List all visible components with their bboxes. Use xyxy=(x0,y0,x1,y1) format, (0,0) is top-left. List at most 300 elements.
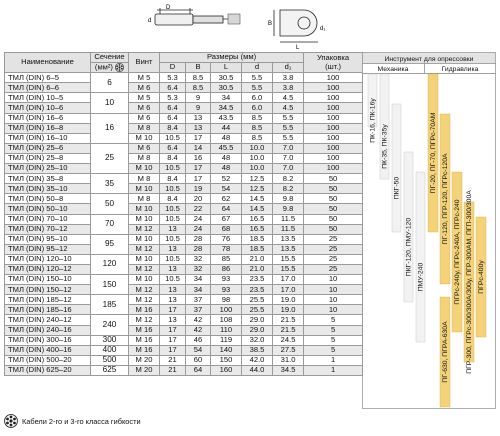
cell-dim-d1: 13.5 xyxy=(273,244,304,254)
cell-screw: M 10 xyxy=(129,275,160,285)
cell-dim-B: 34 xyxy=(186,285,211,295)
cell-dim-d1: 3.8 xyxy=(273,73,304,83)
cell-dim-L: 110 xyxy=(211,325,242,335)
cell-dim-d1: 7.0 xyxy=(273,164,304,174)
hydraulics-tool-label: ПГРс-240у, ПГРс-240А, ПГРс-240 xyxy=(454,199,461,305)
cell-dim-L: 76 xyxy=(211,234,242,244)
cell-dim-D: 10.5 xyxy=(160,254,186,264)
cell-dim-L: 30.5 xyxy=(211,73,242,83)
cell-screw: M 10 xyxy=(129,133,160,143)
label-B: B xyxy=(268,21,273,27)
table-row xyxy=(5,194,363,204)
mechanics-tool-label: ПКГ-50 xyxy=(393,176,401,200)
cell-name: ТМЛ (DIN) 70–12 xyxy=(5,224,91,234)
cell-pack: 10 xyxy=(304,305,363,315)
cell-dim-B: 17 xyxy=(186,174,211,184)
label-D: D xyxy=(166,5,171,11)
table-row xyxy=(5,365,363,375)
table-row xyxy=(5,113,363,123)
lug-diagram xyxy=(0,0,500,52)
table-row xyxy=(5,123,363,133)
cell-screw: M 10 xyxy=(129,234,160,244)
cell-dim-d1: 21.5 xyxy=(273,315,304,325)
cell-screw: M 16 xyxy=(129,335,160,345)
cell-screw: M 6 xyxy=(129,113,160,123)
cell-dim-D: 10.5 xyxy=(160,164,186,174)
cell-dim-D: 10.5 xyxy=(160,204,186,214)
cell-dim-B: 54 xyxy=(186,345,211,355)
table-row xyxy=(5,83,363,93)
hydraulics-tool-label: ПГ-630, ПГРА-630А xyxy=(442,321,449,383)
cell-dim-d1: 5.5 xyxy=(273,123,304,133)
cell-section: 625 xyxy=(91,365,129,375)
cell-screw: M 8 xyxy=(129,194,160,204)
cell-pack: 25 xyxy=(304,254,363,264)
cell-dim-B: 32 xyxy=(186,264,211,274)
table-row xyxy=(5,355,363,365)
cell-dim-d: 8.5 xyxy=(242,133,273,143)
cell-dim-d1: 8.2 xyxy=(273,174,304,184)
spec-body xyxy=(5,73,363,376)
cell-screw: M 5 xyxy=(129,93,160,103)
cell-pack: 100 xyxy=(304,133,363,143)
cell-dim-d1: 7.0 xyxy=(273,153,304,163)
cell-dim-d1: 27.5 xyxy=(273,345,304,355)
cell-dim-L: 78 xyxy=(211,244,242,254)
cell-dim-D: 13 xyxy=(160,264,186,274)
cell-name: ТМЛ (DIN) 25–8 xyxy=(5,153,91,163)
cell-dim-d: 14.5 xyxy=(242,204,273,214)
cell-dim-B: 17 xyxy=(186,133,211,143)
cell-pack: 50 xyxy=(304,174,363,184)
cell-dim-d: 21.0 xyxy=(242,254,273,264)
table-row xyxy=(5,285,363,295)
cell-name: ТМЛ (DIN) 10–5 xyxy=(5,93,91,103)
header-dim-d: d xyxy=(242,63,273,73)
hydraulics-tool-label: ПГРс-400у xyxy=(478,260,485,294)
cell-screw: M 12 xyxy=(129,224,160,234)
cell-dim-B: 34 xyxy=(186,275,211,285)
header-dim-d1: d₁ xyxy=(273,63,304,73)
cell-dim-d1: 4.5 xyxy=(273,93,304,103)
cell-dim-d: 8.5 xyxy=(242,113,273,123)
cell-dim-D: 6.4 xyxy=(160,113,186,123)
tools-title: Инструмент для опрессовки xyxy=(384,56,474,63)
cell-name: ТМЛ (DIN) 10–6 xyxy=(5,103,91,113)
cell-pack: 100 xyxy=(304,73,363,83)
cell-dim-L: 52 xyxy=(211,174,242,184)
lug-top-view xyxy=(274,10,318,42)
cell-dim-d: 6.0 xyxy=(242,93,273,103)
cell-dim-d1: 8.2 xyxy=(273,184,304,194)
cell-dim-d: 14.5 xyxy=(242,194,273,204)
cell-dim-D: 6.4 xyxy=(160,143,186,153)
mechanics-label: Механика xyxy=(377,66,409,73)
table-row xyxy=(5,315,363,325)
cell-dim-B: 19 xyxy=(186,184,211,194)
cell-dim-D: 13 xyxy=(160,285,186,295)
table-row xyxy=(5,153,363,163)
cell-dim-B: 14 xyxy=(186,143,211,153)
cell-pack: 25 xyxy=(304,264,363,274)
cell-dim-D: 21 xyxy=(160,355,186,365)
cell-screw: M 16 xyxy=(129,305,160,315)
cell-name: ТМЛ (DIN) 120–10 xyxy=(5,254,91,264)
cell-name: ТМЛ (DIN) 25–6 xyxy=(5,143,91,153)
cell-section: 25 xyxy=(91,143,129,173)
cell-name: ТМЛ (DIN) 35–10 xyxy=(5,184,91,194)
cell-name: ТМЛ (DIN) 95–12 xyxy=(5,244,91,254)
cell-dim-L: 68 xyxy=(211,224,242,234)
table-row xyxy=(5,254,363,264)
cell-dim-L: 150 xyxy=(211,355,242,365)
table-row xyxy=(5,234,363,244)
cell-dim-B: 64 xyxy=(186,365,211,375)
cell-dim-d: 16.5 xyxy=(242,224,273,234)
cell-dim-B: 16 xyxy=(186,153,211,163)
cell-pack: 100 xyxy=(304,113,363,123)
cell-dim-d: 5.5 xyxy=(242,83,273,93)
table-row xyxy=(5,275,363,285)
cell-name: ТМЛ (DIN) 400–16 xyxy=(5,345,91,355)
cell-dim-D: 10.5 xyxy=(160,275,186,285)
cell-name: ТМЛ (DIN) 35–8 xyxy=(5,174,91,184)
cell-name: ТМЛ (DIN) 95–10 xyxy=(5,234,91,244)
cell-dim-L: 64 xyxy=(211,204,242,214)
cell-dim-d1: 3.8 xyxy=(273,83,304,93)
table-row xyxy=(5,295,363,305)
cell-pack: 10 xyxy=(304,285,363,295)
cell-name: ТМЛ (DIN) 70–10 xyxy=(5,214,91,224)
cell-dim-L: 93 xyxy=(211,285,242,295)
cell-screw: M 5 xyxy=(129,73,160,83)
cell-dim-d: 6.0 xyxy=(242,103,273,113)
cell-dim-L: 98 xyxy=(211,295,242,305)
cell-name: ТМЛ (DIN) 50–8 xyxy=(5,194,91,204)
cell-dim-L: 62 xyxy=(211,194,242,204)
header-dim-L: L xyxy=(211,63,242,73)
header-pack xyxy=(304,53,363,73)
cell-dim-d: 10.0 xyxy=(242,153,273,163)
cell-dim-B: 24 xyxy=(186,224,211,234)
cell-section: 150 xyxy=(91,275,129,295)
cell-dim-B: 13 xyxy=(186,113,211,123)
cell-pack: 25 xyxy=(304,244,363,254)
tools-panel xyxy=(362,52,496,409)
cell-dim-d: 38.5 xyxy=(242,345,273,355)
cell-dim-D: 6.4 xyxy=(160,103,186,113)
cell-pack: 100 xyxy=(304,164,363,174)
cell-screw: M 12 xyxy=(129,295,160,305)
cell-dim-D: 17 xyxy=(160,335,186,345)
cell-dim-L: 100 xyxy=(211,305,242,315)
cell-dim-D: 8.4 xyxy=(160,153,186,163)
cell-section: 120 xyxy=(91,254,129,274)
cell-dim-d: 18.5 xyxy=(242,234,273,244)
cable-strands-icon xyxy=(115,63,124,72)
cell-dim-d: 10.0 xyxy=(242,143,273,153)
cell-pack: 100 xyxy=(304,153,363,163)
mechanics-tool-bar xyxy=(392,104,401,232)
cell-dim-B: 28 xyxy=(186,244,211,254)
cell-section: 10 xyxy=(91,93,129,113)
cell-dim-d1: 11.5 xyxy=(273,214,304,224)
cell-screw: M 12 xyxy=(129,285,160,295)
mechanics-tool-label: ПКГ-120, ПМУ-120 xyxy=(405,217,413,277)
table-row xyxy=(5,73,363,83)
table-row xyxy=(5,325,363,335)
cell-dim-d1: 9.8 xyxy=(273,194,304,204)
table-row xyxy=(5,335,363,345)
table-row xyxy=(5,133,363,143)
cell-name: ТМЛ (DIN) 120–12 xyxy=(5,264,91,274)
table-row xyxy=(5,264,363,274)
cell-dim-L: 140 xyxy=(211,345,242,355)
cell-dim-D: 5.3 xyxy=(160,93,186,103)
cell-dim-L: 48 xyxy=(211,164,242,174)
header-dim-B: B xyxy=(186,63,211,73)
cell-dim-L: 44 xyxy=(211,123,242,133)
cell-screw: M 12 xyxy=(129,264,160,274)
cell-pack: 100 xyxy=(304,103,363,113)
cell-name: ТМЛ (DIN) 50–10 xyxy=(5,204,91,214)
cell-dim-L: 108 xyxy=(211,315,242,325)
cell-name: ТМЛ (DIN) 16–8 xyxy=(5,123,91,133)
cell-dim-B: 37 xyxy=(186,305,211,315)
cell-dim-d1: 24.5 xyxy=(273,335,304,345)
cell-dim-D: 13 xyxy=(160,244,186,254)
table-row xyxy=(5,143,363,153)
cell-dim-d: 5.5 xyxy=(242,73,273,83)
cell-dim-D: 21 xyxy=(160,365,186,375)
cell-dim-L: 160 xyxy=(211,365,242,375)
hydraulics-label: Гидравлика xyxy=(441,66,479,73)
cell-dim-d: 32.0 xyxy=(242,335,273,345)
cell-dim-d1: 11.5 xyxy=(273,224,304,234)
cell-pack: 5 xyxy=(304,345,363,355)
cable-strands-icon xyxy=(4,414,18,428)
cell-dim-D: 8.4 xyxy=(160,123,186,133)
cell-pack: 50 xyxy=(304,184,363,194)
cell-section: 240 xyxy=(91,315,129,335)
cell-dim-D: 5.3 xyxy=(160,73,186,83)
mechanics-tool-bar xyxy=(416,172,425,342)
cell-dim-d: 42.0 xyxy=(242,355,273,365)
cell-dim-d: 25.5 xyxy=(242,295,273,305)
cell-dim-B: 28 xyxy=(186,234,211,244)
cell-dim-d: 29.0 xyxy=(242,315,273,325)
cell-screw: M 10 xyxy=(129,184,160,194)
label-L: L xyxy=(296,45,300,51)
cell-dim-d1: 17.0 xyxy=(273,285,304,295)
cell-dim-d1: 7.0 xyxy=(273,143,304,153)
cell-screw: M 10 xyxy=(129,164,160,174)
cell-dim-B: 24 xyxy=(186,214,211,224)
cell-dim-B: 60 xyxy=(186,355,211,365)
cell-dim-D: 8.4 xyxy=(160,194,186,204)
cell-dim-d: 16.5 xyxy=(242,214,273,224)
cell-dim-D: 17 xyxy=(160,345,186,355)
cell-name: ТМЛ (DIN) 240–12 xyxy=(5,315,91,325)
cell-dim-D: 13 xyxy=(160,315,186,325)
cell-screw: M 12 xyxy=(129,244,160,254)
cell-screw: M 16 xyxy=(129,345,160,355)
cell-dim-d: 10.0 xyxy=(242,164,273,174)
cell-pack: 1 xyxy=(304,355,363,365)
cell-screw: M 8 xyxy=(129,123,160,133)
cell-name: ТМЛ (DIN) 300–16 xyxy=(5,335,91,345)
cell-screw: M 12 xyxy=(129,315,160,325)
cell-pack: 5 xyxy=(304,315,363,325)
cell-screw: M 10 xyxy=(129,204,160,214)
table-row xyxy=(5,93,363,103)
table-row xyxy=(5,244,363,254)
cell-dim-D: 13 xyxy=(160,224,186,234)
mechanics-tool-label: ПК-16, ПК-16у xyxy=(369,98,377,143)
cell-screw: M 6 xyxy=(129,83,160,93)
cell-dim-B: 42 xyxy=(186,315,211,325)
cell-name: ТМЛ (DIN) 150–12 xyxy=(5,285,91,295)
cell-section: 50 xyxy=(91,194,129,214)
cell-dim-L: 119 xyxy=(211,335,242,345)
cell-screw: M 20 xyxy=(129,365,160,375)
cell-dim-d1: 5.5 xyxy=(273,133,304,143)
cell-dim-D: 6.4 xyxy=(160,83,186,93)
cell-dim-d1: 19.0 xyxy=(273,305,304,315)
cell-pack: 1 xyxy=(304,365,363,375)
cell-dim-d: 23.5 xyxy=(242,275,273,285)
cell-dim-D: 17 xyxy=(160,325,186,335)
cell-section: 400 xyxy=(91,345,129,355)
table-row xyxy=(5,164,363,174)
cell-dim-D: 17 xyxy=(160,305,186,315)
cell-dim-L: 43.5 xyxy=(211,113,242,123)
cell-dim-d1: 17.0 xyxy=(273,275,304,285)
mechanics-tool-label: ПМУ-240 xyxy=(417,262,425,292)
cell-dim-B: 20 xyxy=(186,194,211,204)
cell-dim-L: 67 xyxy=(211,214,242,224)
cell-pack: 100 xyxy=(304,93,363,103)
table-row xyxy=(5,305,363,315)
cell-dim-L: 30.5 xyxy=(211,83,242,93)
ruler-icon xyxy=(228,14,240,24)
header-section: Сечение xyxy=(91,53,129,63)
footnote xyxy=(4,413,141,429)
cell-pack: 50 xyxy=(304,214,363,224)
cell-dim-L: 34 xyxy=(211,93,242,103)
header-pack-line2: (шт.) xyxy=(325,61,342,71)
cell-dim-B: 8.5 xyxy=(186,73,211,83)
cell-name: ТМЛ (DIN) 240–16 xyxy=(5,325,91,335)
table-row xyxy=(5,184,363,194)
cell-name: ТМЛ (DIN) 16–6 xyxy=(5,113,91,123)
cell-dim-B: 9 xyxy=(186,93,211,103)
cell-section: 70 xyxy=(91,214,129,234)
table-row xyxy=(5,224,363,234)
cell-name: ТМЛ (DIN) 185–16 xyxy=(5,305,91,315)
label-d: d xyxy=(148,18,152,24)
cell-dim-d: 23.5 xyxy=(242,285,273,295)
cell-dim-D: 10.5 xyxy=(160,133,186,143)
cell-dim-d: 12.5 xyxy=(242,174,273,184)
cell-dim-d: 8.5 xyxy=(242,123,273,133)
cell-pack: 50 xyxy=(304,204,363,214)
cell-section: 6 xyxy=(91,73,129,93)
mechanics-tool-label: ПК-35, ПК-35у xyxy=(381,124,389,169)
cell-screw: M 6 xyxy=(129,143,160,153)
cell-section: 16 xyxy=(91,113,129,143)
cell-pack: 50 xyxy=(304,194,363,204)
footnote-text: Кабели 2-го и 3-го класса гибкости xyxy=(22,416,141,426)
header-dims: Размеры (мм) xyxy=(160,53,304,63)
cell-dim-D: 10.5 xyxy=(160,214,186,224)
cell-dim-d1: 15.5 xyxy=(273,264,304,274)
cell-dim-d1: 21.5 xyxy=(273,325,304,335)
hydraulics-tool-label: ПГР-300, ПГРс-300/300А/300у, ПГР-300АМ, ПГП-300/300А xyxy=(466,190,473,374)
cell-name: ТМЛ (DIN) 6–6 xyxy=(5,83,91,93)
cell-name: ТМЛ (DIN) 150–10 xyxy=(5,275,91,285)
cell-dim-d: 44.0 xyxy=(242,365,273,375)
hydraulics-tool-label: ПГ-20, ПГ-70, ПГРс-70АМ xyxy=(430,112,437,194)
cell-section: 95 xyxy=(91,234,129,254)
cell-screw: M 8 xyxy=(129,174,160,184)
cell-dim-d1: 4.5 xyxy=(273,103,304,113)
cell-pack: 100 xyxy=(304,123,363,133)
cell-screw: M 6 xyxy=(129,103,160,113)
cell-dim-d: 25.5 xyxy=(242,305,273,315)
cell-dim-L: 85 xyxy=(211,254,242,264)
cell-dim-L: 48 xyxy=(211,133,242,143)
cell-dim-B: 46 xyxy=(186,335,211,345)
cell-pack: 10 xyxy=(304,295,363,305)
cell-dim-D: 10.5 xyxy=(160,234,186,244)
cell-dim-L: 34.5 xyxy=(211,103,242,113)
cell-dim-d: 12.5 xyxy=(242,184,273,194)
label-d1: d₁ xyxy=(320,26,326,32)
cell-name: ТМЛ (DIN) 625–20 xyxy=(5,365,91,375)
cell-section: 185 xyxy=(91,295,129,315)
cell-dim-L: 48 xyxy=(211,153,242,163)
cell-name: ТМЛ (DIN) 185–12 xyxy=(5,295,91,305)
cell-screw: M 10 xyxy=(129,214,160,224)
cell-dim-B: 37 xyxy=(186,295,211,305)
cell-dim-L: 45.5 xyxy=(211,143,242,153)
header-dim-D: D xyxy=(160,63,186,73)
cell-name: ТМЛ (DIN) 16–10 xyxy=(5,133,91,143)
cell-dim-L: 86 xyxy=(211,264,242,274)
header-pack-line1: Упаковка xyxy=(316,53,350,63)
table-row xyxy=(5,345,363,355)
cell-section: 35 xyxy=(91,174,129,194)
cell-screw: M 20 xyxy=(129,355,160,365)
cell-dim-L: 93 xyxy=(211,275,242,285)
cell-screw: M 16 xyxy=(129,325,160,335)
cell-name: ТМЛ (DIN) 500–20 xyxy=(5,355,91,365)
cell-pack: 10 xyxy=(304,275,363,285)
cell-name: ТМЛ (DIN) 6–5 xyxy=(5,73,91,83)
table-row xyxy=(5,174,363,184)
spec-table xyxy=(4,52,363,376)
cell-pack: 25 xyxy=(304,234,363,244)
cell-screw: M 10 xyxy=(129,254,160,264)
cell-dim-d: 29.0 xyxy=(242,325,273,335)
header-name: Наименование xyxy=(5,53,91,73)
cell-dim-d1: 34.5 xyxy=(273,365,304,375)
cell-pack: 5 xyxy=(304,335,363,345)
cell-pack: 50 xyxy=(304,224,363,234)
cell-dim-d: 18.5 xyxy=(242,244,273,254)
cell-dim-B: 13 xyxy=(186,123,211,133)
